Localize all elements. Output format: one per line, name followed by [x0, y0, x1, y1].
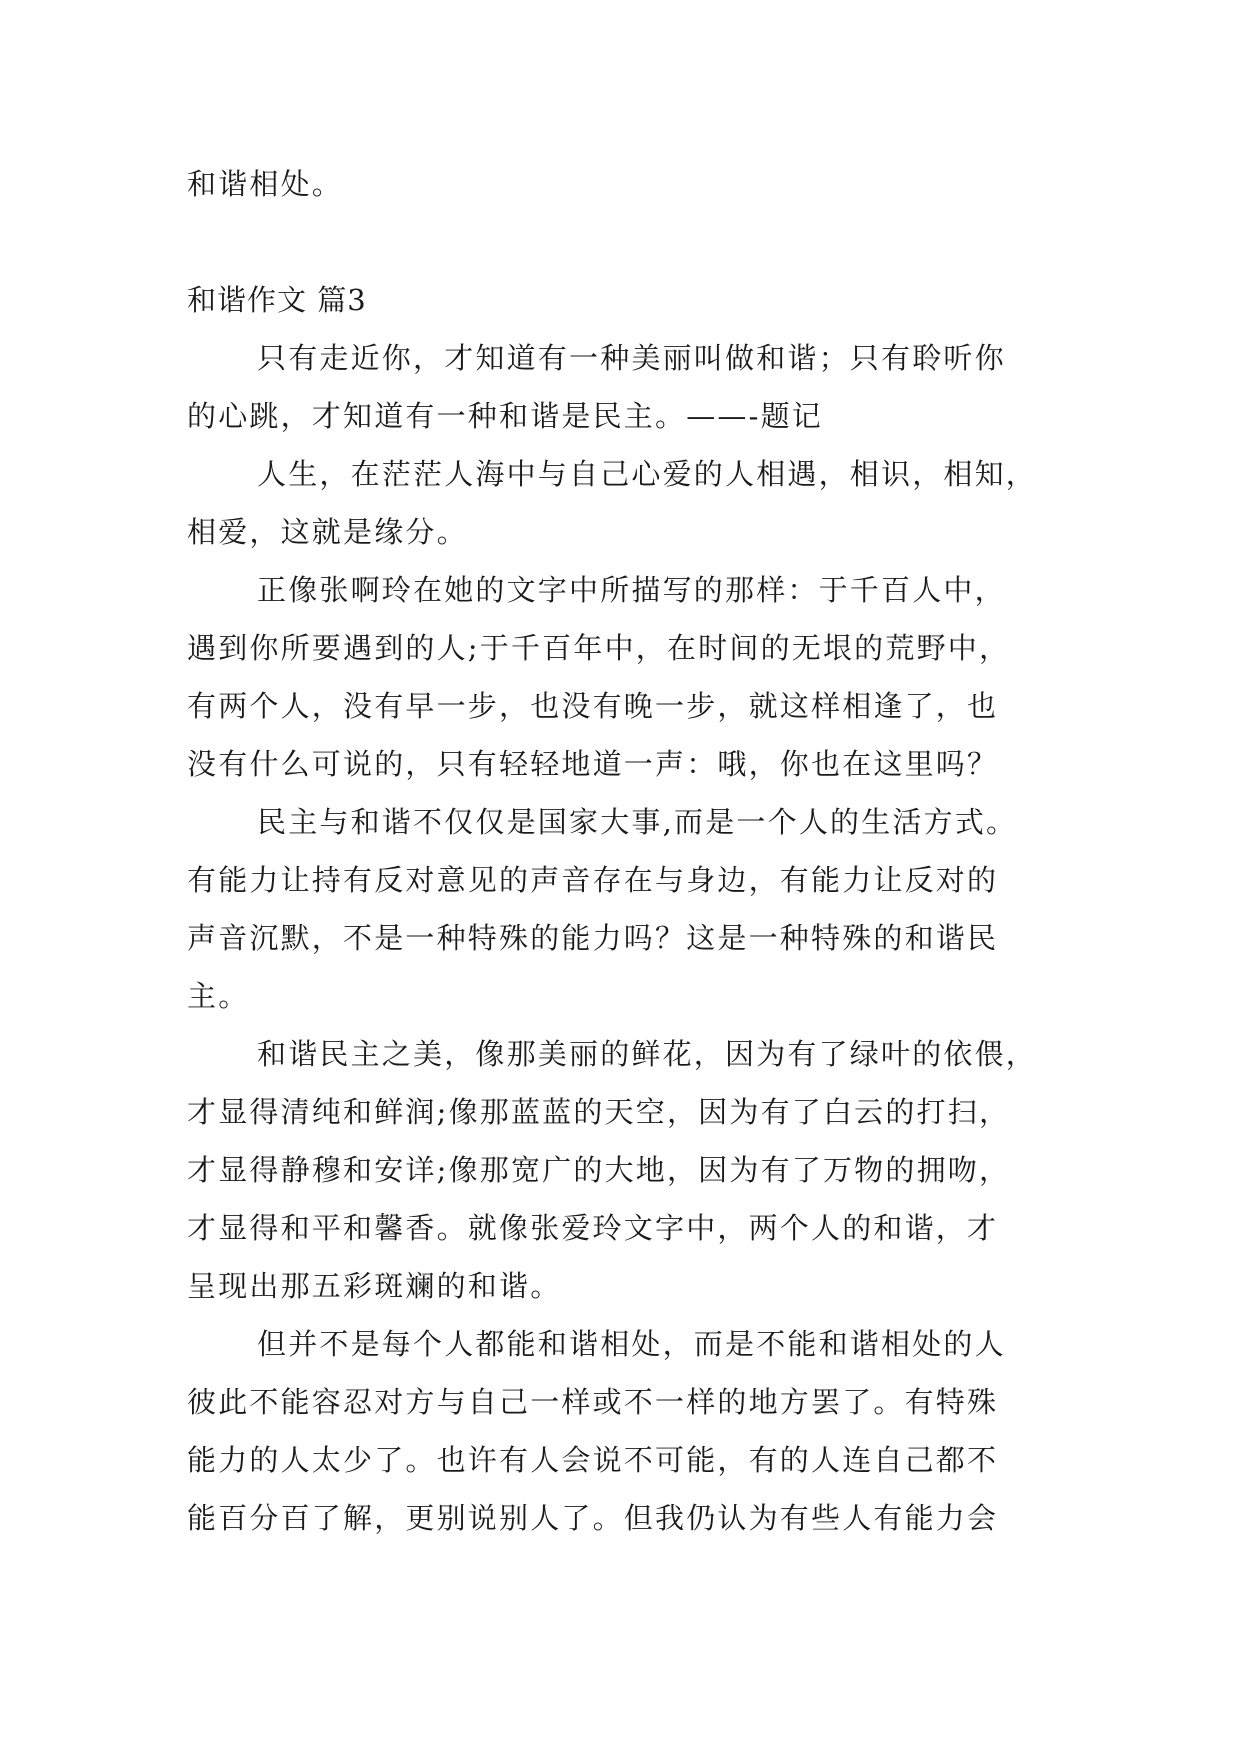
paragraph-line: 但并不是每个人都能和谐相处，而是不能和谐相处的人 — [257, 1327, 1006, 1361]
paragraph-6 — [187, 1315, 1057, 1547]
paragraph-line: 的心跳，才知道有一种和谐是民主。——-题记 — [187, 399, 823, 433]
paragraph-2 — [187, 445, 1057, 561]
paragraph-line: 才显得和平和馨香。就像张爱玲文字中，两个人的和谐，才 — [187, 1211, 999, 1245]
paragraph-4 — [187, 793, 1057, 1025]
continuation-line: 和谐相处。 — [187, 167, 344, 201]
paragraph-line: 只有走近你，才知道有一种美丽叫做和谐；只有聆听你 — [257, 341, 1006, 375]
document-body — [187, 155, 1057, 1547]
paragraph-line: 人生，在茫茫人海中与自己心爱的人相遇，相识，相知， — [257, 457, 1038, 491]
paragraph-epigraph — [187, 329, 1057, 445]
paragraph-line: 才显得静穆和安详;像那宽广的大地，因为有了万物的拥吻， — [187, 1153, 1011, 1187]
paragraph-line: 没有什么可说的，只有轻轻地道一声：哦，你也在这里吗？ — [187, 747, 999, 781]
paragraph-line: 才显得清纯和鲜润;像那蓝蓝的天空，因为有了白云的打扫， — [187, 1095, 1011, 1129]
paragraph-line: 和谐民主之美，像那美丽的鲜花，因为有了绿叶的依偎， — [257, 1037, 1038, 1071]
paragraph-line: 呈现出那五彩斑斓的和谐。 — [187, 1269, 562, 1303]
paragraph-line: 能百分百了解，更别说别人了。但我仍认为有些人有能力会 — [187, 1501, 999, 1535]
paragraph-line: 声音沉默，不是一种特殊的能力吗？这是一种特殊的和谐民 — [187, 921, 999, 955]
paragraph-5 — [187, 1025, 1057, 1315]
paragraph-line: 彼此不能容忍对方与自己一样或不一样的地方罢了。有特殊 — [187, 1385, 999, 1419]
paragraph-line: 有能力让持有反对意见的声音存在与身边，有能力让反对的 — [187, 863, 999, 897]
paragraph-3 — [187, 561, 1057, 793]
paragraph-line: 正像张啊玲在她的文字中所描写的那样：于千百人中， — [257, 573, 1006, 607]
paragraph-line: 主。 — [187, 979, 250, 1013]
paragraph-line: 相爱，这就是缘分。 — [187, 515, 468, 549]
section-title: 和谐作文 篇3 — [187, 283, 367, 317]
paragraph-line: 民主与和谐不仅仅是国家大事,而是一个人的生活方式。 — [257, 805, 1018, 839]
paragraph-line: 有两个人，没有早一步，也没有晚一步，就这样相逢了，也 — [187, 689, 999, 723]
paragraph-line: 遇到你所要遇到的人;于千百年中，在时间的无垠的荒野中， — [187, 631, 1011, 665]
paragraph-line: 能力的人太少了。也许有人会说不可能，有的人连自己都不 — [187, 1443, 999, 1477]
